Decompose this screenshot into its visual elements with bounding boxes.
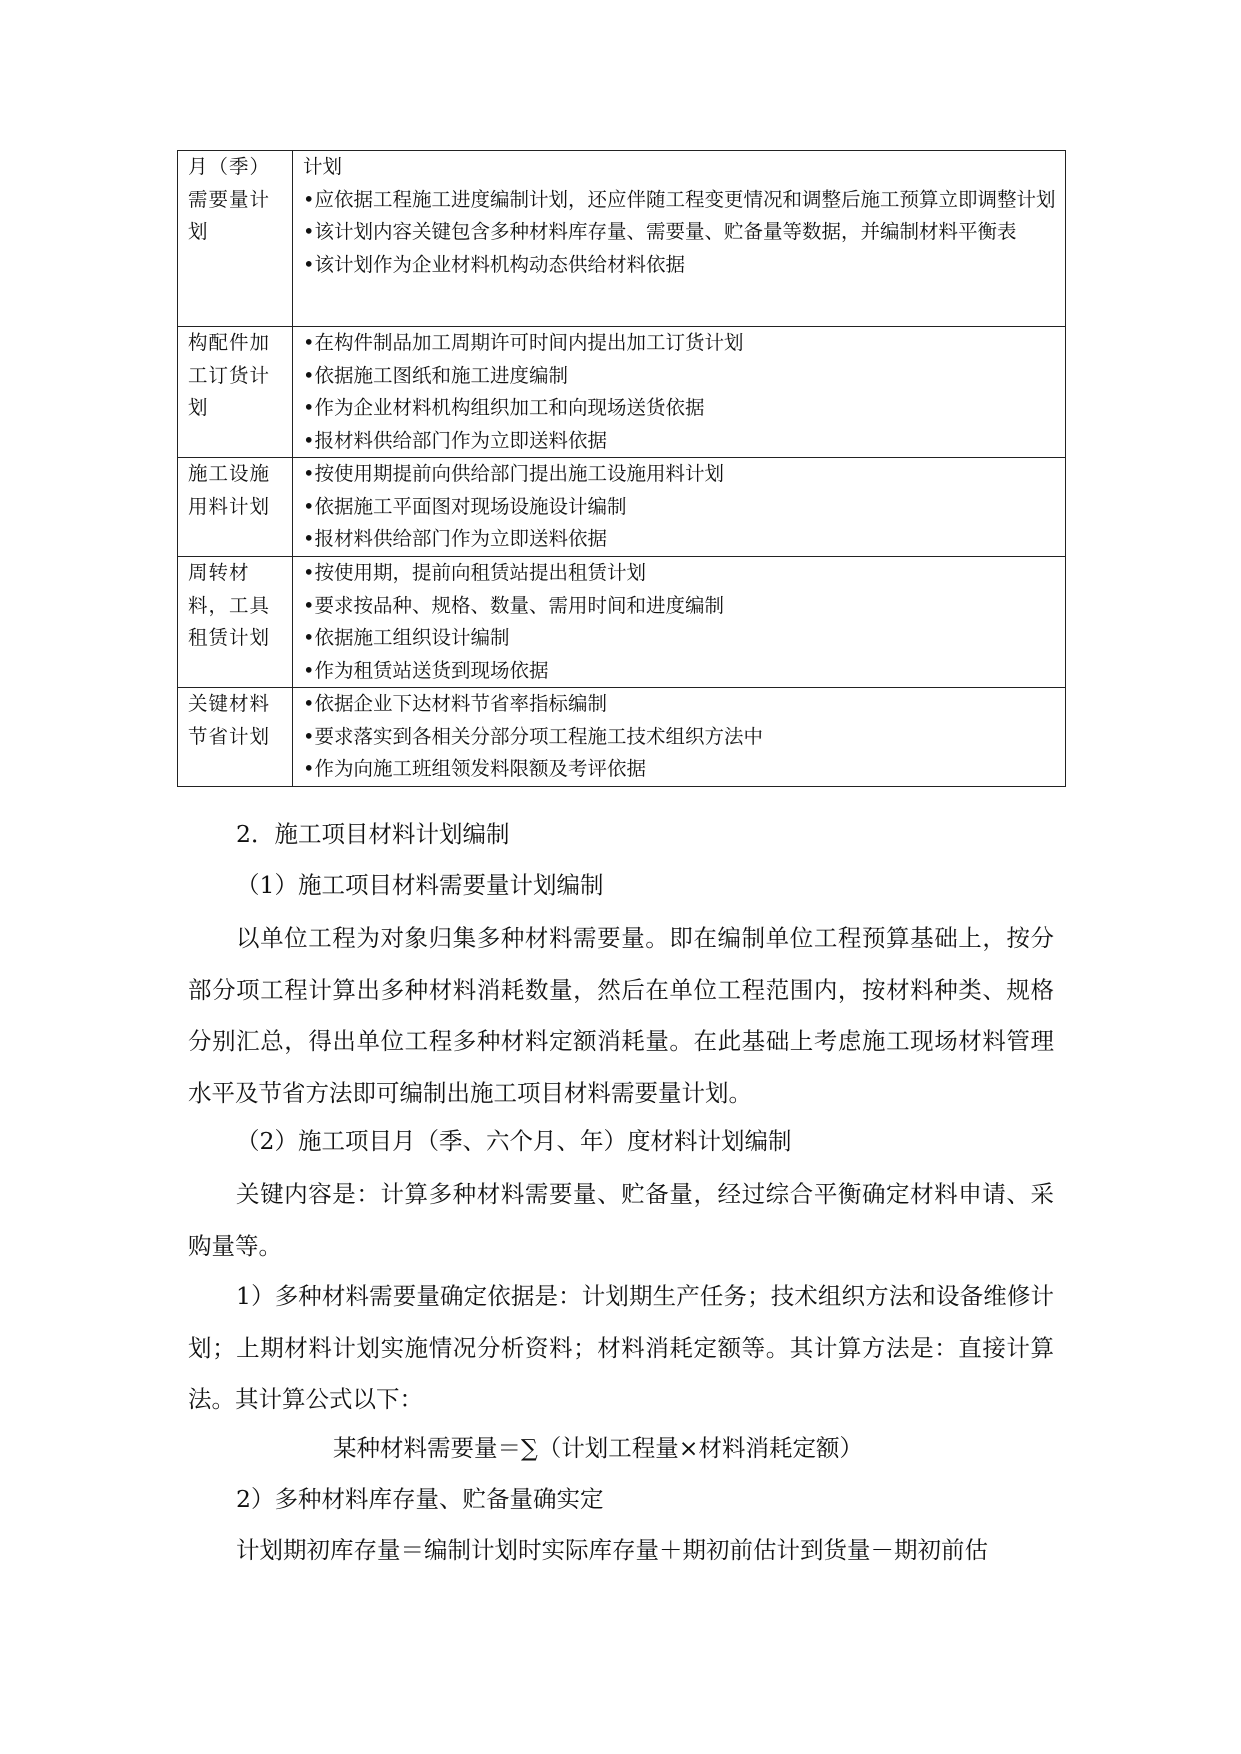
table-row — [178, 688, 1066, 787]
plan-type-cell: 周转材料，工具租赁计划 — [178, 557, 293, 688]
plan-description-cell — [293, 688, 1066, 787]
formula: 某种材料需要量＝∑（计划工程量×材料消耗定额） — [333, 1434, 863, 1462]
plan-description-cell — [293, 458, 1066, 557]
body-paragraph: 计划期初库存量＝编制计划时实际库存量＋期初前估计到货量－期初前估 — [236, 1536, 988, 1564]
list-item: •要求落实到各相关分部分项工程施工技术组织方法中 — [303, 724, 764, 748]
list-item: •应依据工程施工进度编制计划，还应伴随工程变更情况和调整后施工预算立即调整计划 — [303, 187, 1056, 211]
plan-description-cell — [293, 327, 1066, 458]
list-item: •依据施工平面图对现场设施设计编制 — [303, 494, 627, 518]
table-row — [178, 151, 1066, 327]
list-item: •在构件制品加工周期许可时间内提出加工订货计划 — [303, 331, 744, 354]
list-item: •该计划内容关键包含多种材料库存量、需要量、贮备量等数据，并编制材料平衡表 — [303, 220, 1017, 243]
subsection-heading: （1）施工项目材料需要量计划编制 — [236, 871, 604, 899]
list-item: 计划 — [303, 155, 343, 178]
table-row — [178, 557, 1066, 688]
list-item: •报材料供给部门作为立即送料依据 — [303, 527, 608, 550]
body-paragraph: 以单位工程为对象归集多种材料需要量。即在编制单位工程预算基础上，按分部分项工程计算出多种材料消耗数量，然后在单位工程范围内，按材料种类、规格分别汇总，得出单位工程多种材料定额消耗量。在此基础上考虑施工现场材料管理水平及节省方法即可编制出施工项目材料需要量计划。 — [188, 924, 1054, 1107]
plan-description-cell — [293, 557, 1066, 688]
list-item: •作为向施工班组领发料限额及考评依据 — [303, 757, 647, 780]
list-item: •作为租赁站送货到现场依据 — [303, 658, 549, 682]
plan-type-cell: 施工设施用料计划 — [178, 458, 293, 557]
body-paragraph: 1）多种材料需要量确定依据是：计划期生产任务；技术组织方法和设备维修计划；上期材料计划实施情况分析资料；材料消耗定额等。其计算方法是：直接计算法。其计算公式以下： — [188, 1282, 1054, 1413]
list-item: •作为企业材料机构组织加工和向现场送货依据 — [303, 396, 705, 419]
list-item: •依据施工图纸和施工进度编制 — [303, 363, 569, 387]
list-item: •依据施工组织设计编制 — [303, 626, 510, 649]
material-plan-table — [177, 150, 1066, 787]
list-item: •要求按品种、规格、数量、需用时间和进度编制 — [303, 593, 725, 617]
list-item: •依据企业下达材料节省率指标编制 — [303, 692, 608, 715]
plan-type-cell: 月（季）需要量计划 — [178, 151, 293, 327]
list-item: •报材料供给部门作为立即送料依据 — [303, 428, 608, 452]
table-row — [178, 458, 1066, 557]
list-item: •按使用期，提前向租赁站提出租赁计划 — [303, 561, 647, 584]
table-row — [178, 327, 1066, 458]
plan-type-cell: 构配件加工订货计划 — [178, 327, 293, 458]
list-item: •该计划作为企业材料机构动态供给材料依据 — [303, 252, 686, 276]
plan-type-cell: 关键材料节省计划 — [178, 688, 293, 787]
subsection-heading: 2）多种材料库存量、贮备量确实定 — [236, 1485, 604, 1513]
section-heading: 2．施工项目材料计划编制 — [236, 820, 510, 848]
plan-description-cell — [293, 151, 1066, 327]
list-item: •按使用期提前向供给部门提出施工设施用料计划 — [303, 462, 725, 485]
subsection-heading: （2）施工项目月（季、六个月、年）度材料计划编制 — [236, 1127, 792, 1155]
body-paragraph: 关键内容是：计算多种材料需要量、贮备量，经过综合平衡确定材料申请、采购量等。 — [188, 1180, 1054, 1260]
